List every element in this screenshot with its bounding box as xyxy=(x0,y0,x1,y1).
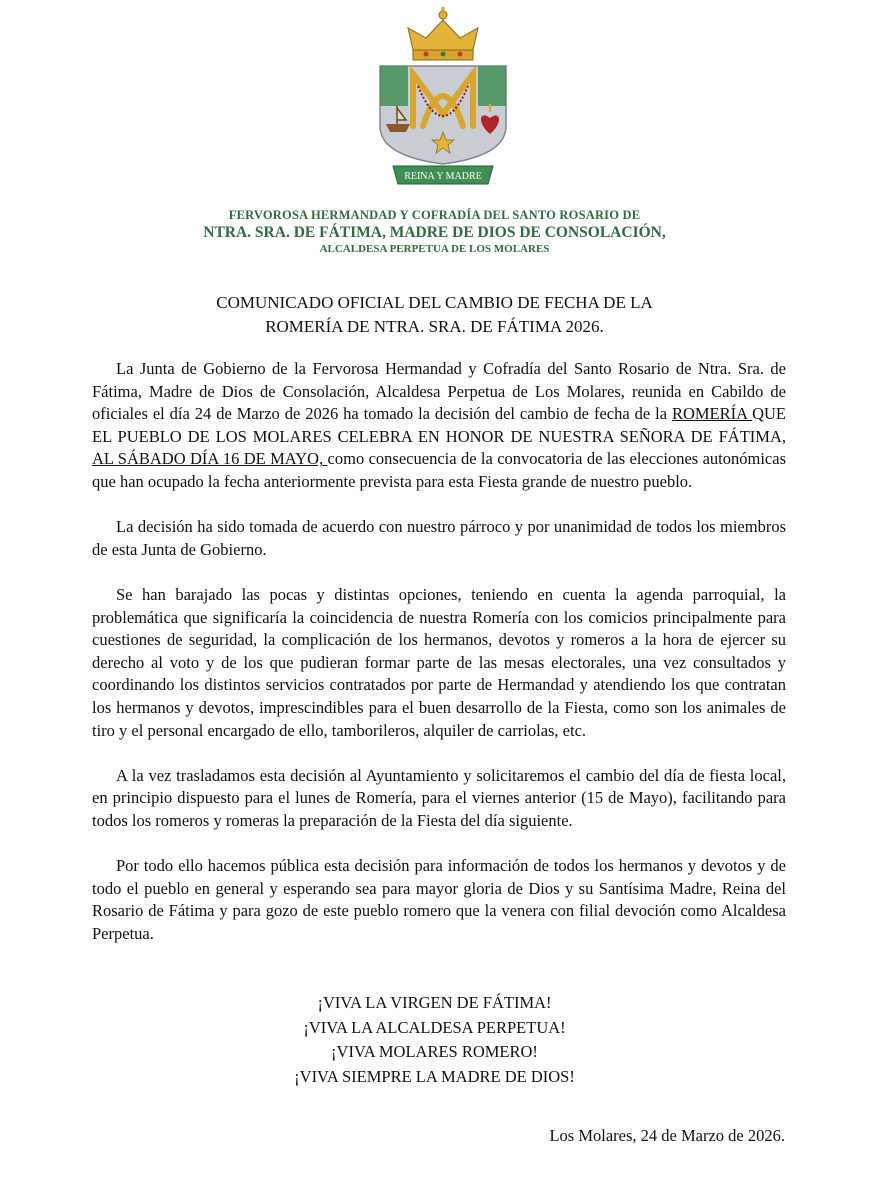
header-line-3: ALCALDESA PERPETUA DE LOS MOLARES xyxy=(319,243,550,255)
header-line-2: NTRA. SRA. DE FÁTIMA, MADRE DE DIOS DE CONSOLACIÓN, xyxy=(203,224,666,241)
paragraph-1-underlined-date: AL SÁBADO DÍA 16 DE MAYO, xyxy=(92,449,328,469)
paragraph-2: La decisión ha sido tomada de acuerdo con nuestro párroco y por unanimidad de todos los miembros de esta Junta de Gobierno. xyxy=(92,517,786,559)
viva-line: ¡VIVA SIEMPRE LA MADRE DE DIOS! xyxy=(294,1066,575,1086)
header-line-1: FERVOROSA HERMANDAD Y COFRADÍA DEL SANTO ROSARIO DE xyxy=(228,208,641,222)
brotherhood-header xyxy=(0,208,869,255)
paragraph-1-text-b: QUE EL PUEBLO DE LOS MOLARES CELEBRA EN HONOR DE NUESTRA SEÑORA DE FÁTIMA, xyxy=(92,404,786,446)
signature-date: Los Molares, 24 de Marzo de 2026. xyxy=(549,1126,785,1145)
paragraph-1-text-c: como consecuencia de la convocatoria de las elecciones autonómicas que han ocupado la fecha anteriormente prevista para esta Fiesta grande de nuestro pueblo. xyxy=(92,449,787,491)
viva-line: ¡VIVA MOLARES ROMERO! xyxy=(331,1042,538,1061)
closing-acclamations xyxy=(0,991,869,1089)
viva-line: ¡VIVA LA VIRGEN DE FÁTIMA! xyxy=(317,993,552,1012)
paragraph-4: A la vez trasladamos esta decisión al Ayuntamiento y solicitaremos el cambio del día de fiesta local, en principio dispuesto para el lunes de Romería, para el viernes anterior (15 de Mayo), facilitando para todos los romeros y romeras la preparación de la Fiesta del día siguiente. xyxy=(92,765,786,830)
brotherhood-crest-logo xyxy=(368,6,518,196)
paragraph-5: Por todo ello hacemos pública esta decisión para información de todos los hermanos y devotos y de todo el pueblo en general y esperando sea para mayor gloria de Dios y su Santísima Madre, Reina del Rosario de Fátima y para gozo de este pueblo romero que la venera con filial devoción como Alcaldesa Perpetua. xyxy=(92,856,786,943)
crest-ribbon-text: REINA Y MADRE xyxy=(404,171,482,182)
viva-line: ¡VIVA LA ALCALDESA PERPETUA! xyxy=(303,1017,566,1037)
title-line-1: COMUNICADO OFICIAL DEL CAMBIO DE FECHA DE LA xyxy=(216,293,653,312)
title-line-2: ROMERÍA DE NTRA. SRA. DE FÁTIMA 2026. xyxy=(265,317,604,336)
paragraph-3: Se han barajado las pocas y distintas opciones, teniendo en cuenta la agenda parroquial, la problemática que significaría la coincidencia de nuestra Romería con los comicios principalmente para cuestiones de seguridad, la complicación de los hermanos, devotos y romeros a la hora de ejercer su derecho al voto y de los que pudieran formar parte de las mesas electorales, una vez consultados y coordinando los distintos servicios contratados por parte de Hermandad y atendiendo los que contratan los hermanos y devotos, imprescindibles para el buen desarrollo de la Fiesta, como son los animales de tiro y el personal encargado de ello, tamborileros, alquiler de carriolas, etc. xyxy=(92,584,786,740)
paragraph-1 xyxy=(92,358,786,494)
paragraph-1-text-a: La Junta de Gobierno de la Fervorosa Hermandad y Cofradía del Santo Rosario de Ntra. Sra. de Fátima, Madre de Dios de Consolación, Alcaldesa Perpetua de Los Molares, reunida en Cabildo de oficiales el día 24 de Marzo de 2026 ha tomado la decisión del cambio de fecha de la xyxy=(92,359,786,424)
crown-icon xyxy=(408,7,478,60)
document-title xyxy=(0,291,869,339)
document-body xyxy=(92,358,786,945)
paragraph-1-underlined-romeria: ROMERÍA xyxy=(671,404,753,424)
